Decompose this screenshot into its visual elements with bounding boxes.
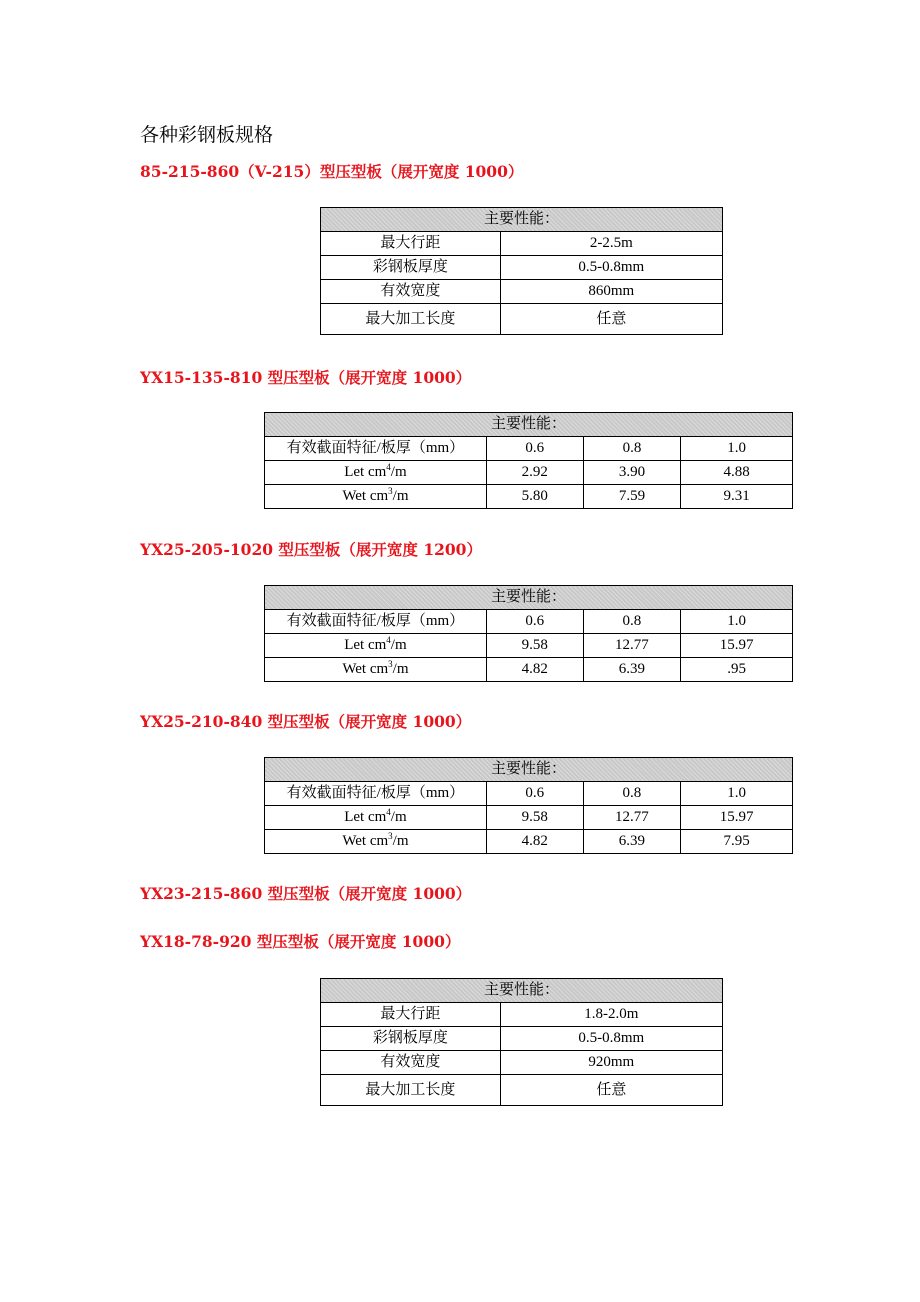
table-header: 主要性能： [265, 758, 793, 782]
cell-value: 4.82 [486, 658, 583, 682]
table-row [265, 806, 793, 830]
cell-value: 9.31 [681, 485, 793, 509]
row-value: 920mm [500, 1051, 722, 1075]
cell-value: 6.39 [583, 658, 681, 682]
column-header: 1.0 [681, 610, 793, 634]
cell-value: .95 [681, 658, 793, 682]
table-column-header-row [265, 782, 793, 806]
table-column-header-row [265, 437, 793, 461]
table-row [265, 485, 793, 509]
cell-value: 15.97 [681, 634, 793, 658]
cell-value: 7.59 [583, 485, 681, 509]
table-row [321, 256, 723, 280]
cell-value: 4.82 [486, 830, 583, 854]
column-header: 有效截面特征/板厚（mm） [265, 610, 487, 634]
spec-table-yx18-78-920 [320, 978, 723, 1106]
spec-table-yx25-210-840 [264, 757, 793, 854]
row-value: 0.5-0.8mm [500, 256, 722, 280]
table-row [321, 1075, 723, 1106]
cell-value: 4.88 [681, 461, 793, 485]
cell-value: 7.95 [681, 830, 793, 854]
column-header: 0.6 [486, 610, 583, 634]
table-header: 主要性能： [321, 979, 723, 1003]
table-row [265, 658, 793, 682]
column-header: 0.8 [583, 437, 681, 461]
cell-value: 15.97 [681, 806, 793, 830]
column-header: 0.6 [486, 437, 583, 461]
row-value: 2-2.5m [500, 232, 722, 256]
row-label: Let $cm^4/m$ [265, 634, 487, 658]
table-row [265, 634, 793, 658]
table-row [321, 1003, 723, 1027]
column-header: 0.8 [583, 782, 681, 806]
row-label: Let $cm^4/m$ [265, 461, 487, 485]
section-heading-yx15-135-810: YX15-135-810 型压型板（展开宽度 1000） [140, 368, 472, 387]
cell-value: 9.58 [486, 806, 583, 830]
table-header: 主要性能： [321, 208, 723, 232]
page-title: 各种彩钢板规格 [140, 124, 274, 146]
column-header: 1.0 [681, 437, 793, 461]
table-header: 主要性能： [265, 586, 793, 610]
cell-value: 12.77 [583, 806, 681, 830]
row-value: 860mm [500, 280, 722, 304]
row-label: 有效宽度 [321, 280, 501, 304]
row-label: 最大行距 [321, 232, 501, 256]
section-heading-yx25-210-840: YX25-210-840 型压型板（展开宽度 1000） [140, 712, 472, 731]
row-label: Wet $cm^3/m$ [265, 485, 487, 509]
section-heading-yx18-78-920: YX18-78-920 型压型板（展开宽度 1000） [140, 932, 461, 951]
row-label: 有效宽度 [321, 1051, 501, 1075]
spec-table-yx15-135-810 [264, 412, 793, 509]
table-header: 主要性能： [265, 413, 793, 437]
table-row [321, 1051, 723, 1075]
spec-table-yx25-205-1020 [264, 585, 793, 682]
cell-value: 12.77 [583, 634, 681, 658]
section-heading-yx25-205-1020: YX25-205-1020 型压型板（展开宽度 1200） [140, 540, 482, 559]
table-row [321, 232, 723, 256]
row-label: 彩钢板厚度 [321, 1027, 501, 1051]
column-header: 有效截面特征/板厚（mm） [265, 437, 487, 461]
table-row [321, 1027, 723, 1051]
cell-value: 3.90 [583, 461, 681, 485]
table-row [321, 304, 723, 335]
column-header: 0.6 [486, 782, 583, 806]
row-value: 0.5-0.8mm [500, 1027, 722, 1051]
cell-value: 6.39 [583, 830, 681, 854]
table-row [265, 461, 793, 485]
spec-table-85-215-860 [320, 207, 723, 335]
cell-value: 5.80 [486, 485, 583, 509]
row-label: 最大加工长度 [321, 1075, 501, 1106]
column-header: 有效截面特征/板厚（mm） [265, 782, 487, 806]
column-header: 0.8 [583, 610, 681, 634]
table-row [265, 830, 793, 854]
row-label: 最大行距 [321, 1003, 501, 1027]
row-value: 任意 [500, 1075, 722, 1106]
row-value: 1.8-2.0m [500, 1003, 722, 1027]
column-header: 1.0 [681, 782, 793, 806]
row-label: 最大加工长度 [321, 304, 501, 335]
row-label: Wet $cm^3/m$ [265, 830, 487, 854]
row-label: Let $cm^4/m$ [265, 806, 487, 830]
section-heading-85-215-860: 85-215-860（V-215）型压型板（展开宽度 1000） [140, 162, 524, 181]
row-label: Wet $cm^3/m$ [265, 658, 487, 682]
row-value: 任意 [500, 304, 722, 335]
row-label: 彩钢板厚度 [321, 256, 501, 280]
section-heading-yx23-215-860: YX23-215-860 型压型板（展开宽度 1000） [140, 884, 472, 903]
cell-value: 9.58 [486, 634, 583, 658]
cell-value: 2.92 [486, 461, 583, 485]
table-row [321, 280, 723, 304]
table-column-header-row [265, 610, 793, 634]
